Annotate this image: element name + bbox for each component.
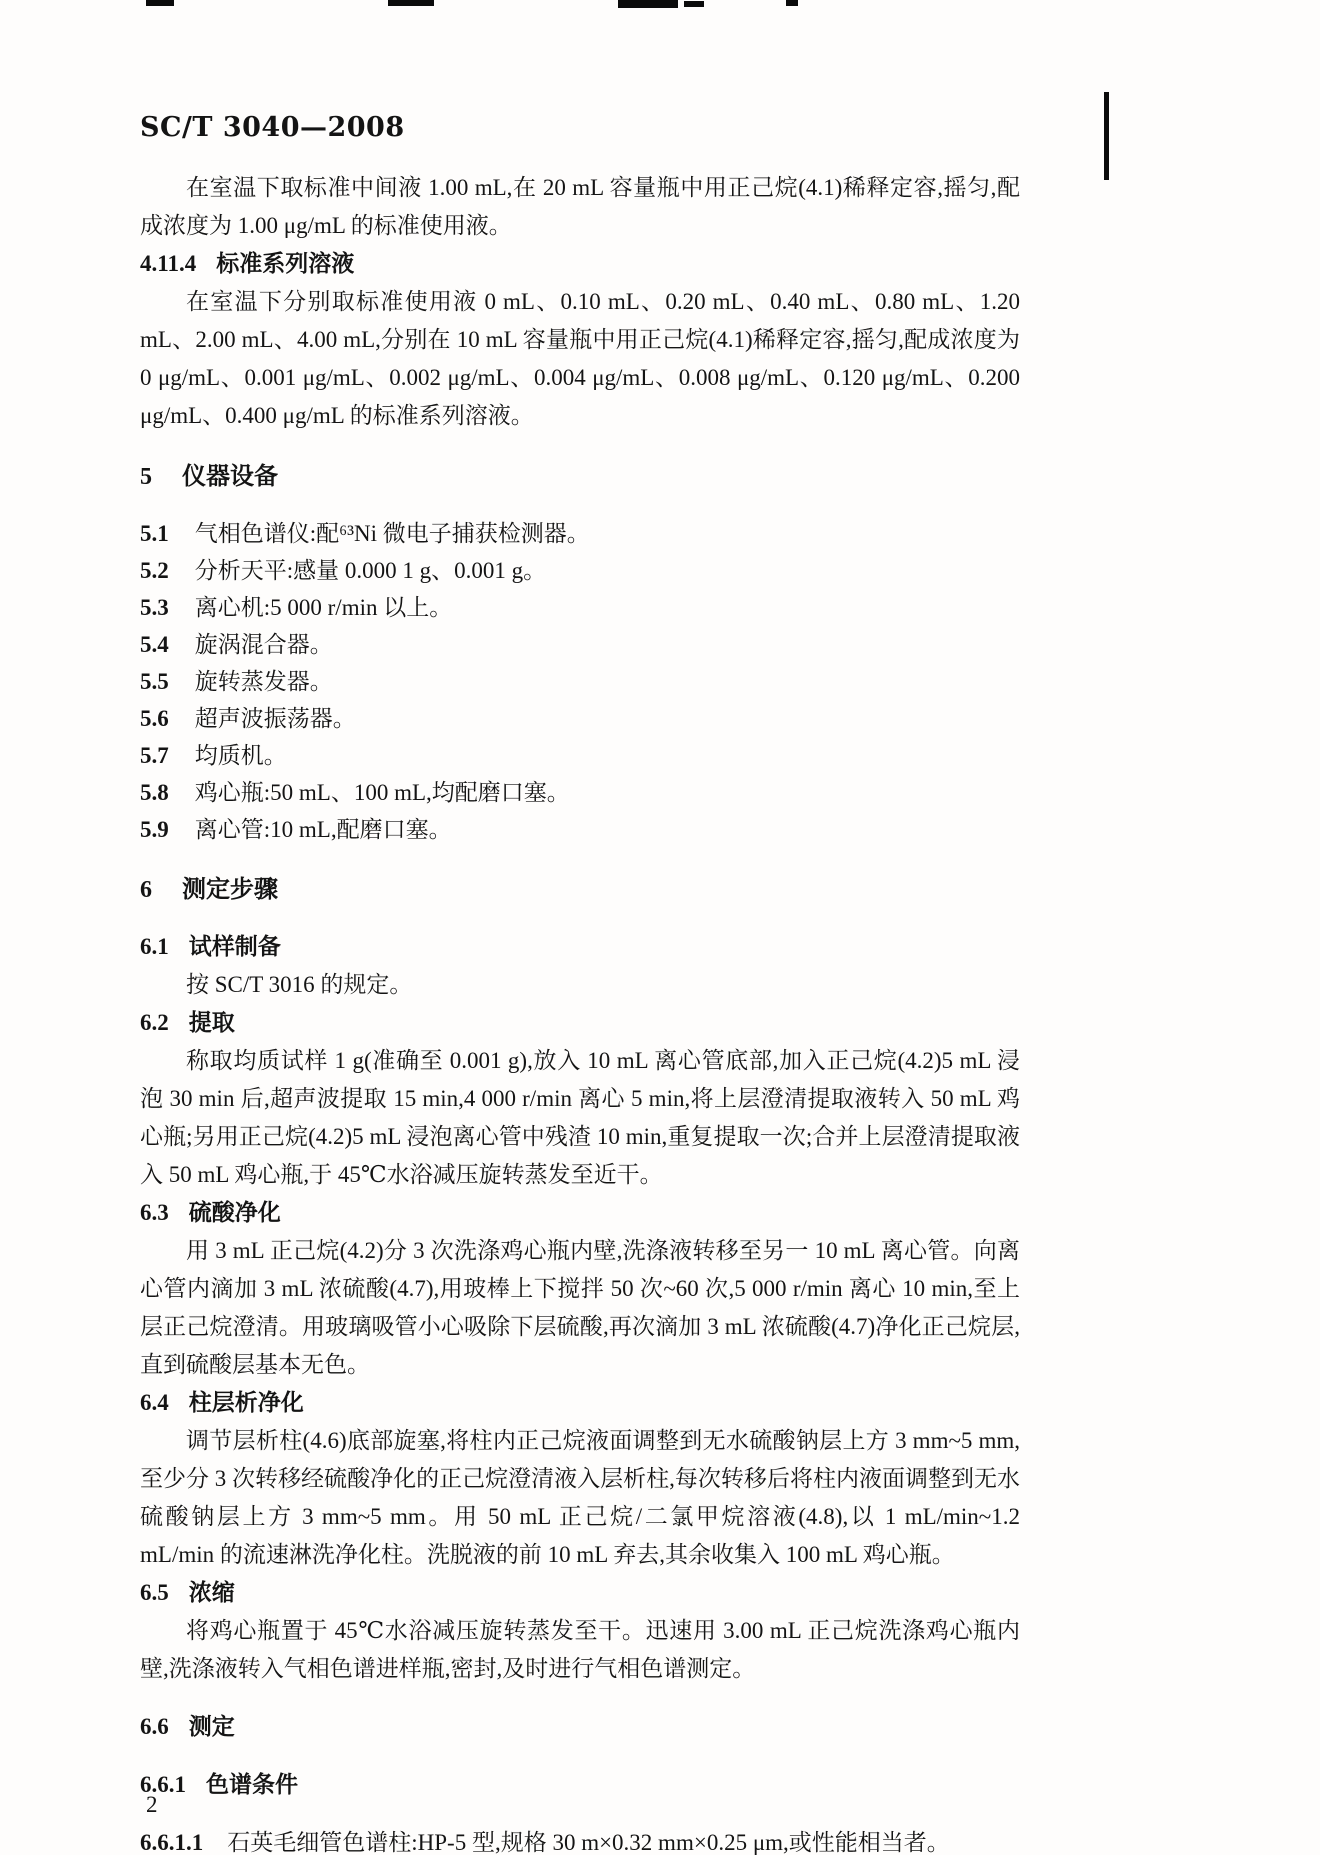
heading-6-5 — [140, 1574, 1020, 1612]
section-title: 提取 — [188, 1010, 235, 1035]
item-number: 5.5 — [140, 669, 169, 694]
paragraph-6-4: 调节层析柱(4.6)底部旋塞,将柱内正己烷液面调整到无水硫酸钠层上方 3 mm~5 mm,至少分 3 次转移经硫酸净化的正己烷澄清液入层析柱,每次转移后将柱内液面调整到无水硫酸钠层上方 3 mm~5 mm。用 50 mL 正己烷/二氯甲烷溶液(4.8),以 1 mL/min~1.2 mL/min 的流速淋洗净化柱。洗脱液的前 10 mL 弃去,其余收集入 100 mL 鸡心瓶。 — [140, 1428, 1020, 1567]
clause-text: 石英毛细管色谱柱:HP-5 型,规格 30 m×0.32 mm×0.25 μm,或性能相当者。 — [227, 1830, 950, 1855]
page-number: 2 — [146, 1792, 158, 1817]
equipment-item — [140, 774, 1020, 811]
clause-number: 6.6.1.1 — [140, 1830, 204, 1855]
paragraph-6-5: 将鸡心瓶置于 45℃水浴减压旋转蒸发至干。迅速用 3.00 mL 正己烷洗涤鸡心瓶内壁,洗涤液转入气相色谱进样瓶,密封,及时进行气相色谱测定。 — [140, 1618, 1020, 1681]
section-title: 标准系列溶液 — [216, 251, 355, 276]
section-number: 6.5 — [140, 1580, 169, 1605]
section-title: 测定步骤 — [182, 877, 278, 903]
paragraph-standard-series: 在室温下分别取标准使用液 0 mL、0.10 mL、0.20 mL、0.40 mL、0.80 mL、1.20 mL、2.00 mL、4.00 mL,分别在 10 mL 容量瓶中用正己烷(4.1)稀释定容,摇匀,配成浓度为 0 μg/mL、0.001 μg/mL、0.002 μg/mL、0.004 μg/mL、0.008 μg/mL、0.120 μg/mL、0.200 μg/mL、0.400 μg/mL 的标准系列溶液。 — [140, 289, 1020, 428]
heading-6-procedure — [140, 871, 1020, 909]
scan-artifact-mark — [618, 0, 678, 8]
scan-artifact-mark — [786, 0, 798, 6]
item-text: 旋涡混合器。 — [194, 632, 333, 657]
heading-6-1 — [140, 928, 1020, 966]
heading-6-4 — [140, 1384, 1020, 1422]
section-number: 6.2 — [140, 1010, 169, 1035]
section-number: 5 — [140, 464, 152, 490]
item-number: 5.6 — [140, 706, 169, 731]
section-number: 6.6 — [140, 1714, 169, 1739]
section-number: 6.6.1 — [140, 1772, 186, 1797]
section-number: 6 — [140, 877, 152, 903]
section-number: 4.11.4 — [140, 251, 197, 276]
paragraph-standard-working-solution: 在室温下取标准中间液 1.00 mL,在 20 mL 容量瓶中用正己烷(4.1)稀释定容,摇匀,配成浓度为 1.00 μg/mL 的标准使用液。 — [140, 175, 1020, 238]
scan-artifact-line — [1104, 92, 1109, 180]
heading-6-6-1 — [140, 1766, 1020, 1804]
section-title: 柱层析净化 — [188, 1390, 304, 1415]
item-number: 5.8 — [140, 780, 169, 805]
equipment-item — [140, 552, 1020, 589]
section-title: 硫酸净化 — [188, 1200, 281, 1225]
scan-artifact-mark — [388, 0, 434, 6]
item-number: 5.1 — [140, 521, 169, 546]
section-number: 6.1 — [140, 934, 169, 959]
item-number: 5.9 — [140, 817, 169, 842]
heading-5-equipment — [140, 458, 1020, 496]
section-title: 色谱条件 — [206, 1772, 298, 1797]
heading-4-11-4 — [140, 245, 1020, 283]
paragraph-6-2: 称取均质试样 1 g(准确至 0.001 g),放入 10 mL 离心管底部,加入正己烷(4.2)5 mL 浸泡 30 min 后,超声波提取 15 min,4 000 r/min 离心 5 min,将上层澄清提取液转入 50 mL 鸡心瓶;另用正己烷(4.2)5 mL 浸泡离心管中残渣 10 min,重复提取一次;合并上层澄清提取液入 50 mL 鸡心瓶,于 45℃水浴减压旋转蒸发至近干。 — [140, 1048, 1020, 1187]
item-text: 旋转蒸发器。 — [194, 669, 333, 694]
item-text: 气相色谱仪:配⁶³Ni 微电子捕获检测器。 — [194, 521, 590, 546]
clause-6-6-1-1 — [140, 1824, 1020, 1855]
heading-6-3 — [140, 1194, 1020, 1232]
heading-6-6 — [140, 1708, 1020, 1746]
section-number: 6.3 — [140, 1200, 169, 1225]
section-number: 6.4 — [140, 1390, 169, 1415]
paragraph-6-1: 按 SC/T 3016 的规定。 — [186, 972, 413, 997]
equipment-item — [140, 811, 1020, 848]
equipment-item — [140, 663, 1020, 700]
section-title: 浓缩 — [188, 1580, 235, 1605]
item-text: 离心机:5 000 r/min 以上。 — [194, 595, 453, 620]
equipment-item — [140, 515, 1020, 552]
page-content — [140, 112, 1020, 1855]
item-number: 5.2 — [140, 558, 169, 583]
item-number: 5.3 — [140, 595, 169, 620]
item-text: 离心管:10 mL,配磨口塞。 — [194, 817, 452, 842]
scan-artifact-mark — [146, 0, 174, 6]
equipment-item — [140, 700, 1020, 737]
item-text: 分析天平:感量 0.000 1 g、0.001 g。 — [194, 558, 547, 583]
item-text: 均质机。 — [194, 743, 287, 768]
heading-6-2 — [140, 1004, 1020, 1042]
item-text: 超声波振荡器。 — [194, 706, 356, 731]
equipment-item — [140, 626, 1020, 663]
section-title: 测定 — [188, 1714, 235, 1739]
equipment-item — [140, 737, 1020, 774]
item-number: 5.7 — [140, 743, 169, 768]
scan-artifact-mark — [684, 1, 704, 7]
item-number: 5.4 — [140, 632, 169, 657]
doc-number: SC/T 3040—2008 — [140, 112, 405, 143]
section-title: 试样制备 — [188, 934, 281, 959]
item-text: 鸡心瓶:50 mL、100 mL,均配磨口塞。 — [194, 780, 570, 805]
equipment-item — [140, 589, 1020, 626]
paragraph-6-3: 用 3 mL 正己烷(4.2)分 3 次洗涤鸡心瓶内壁,洗涤液转移至另一 10 mL 离心管。向离心管内滴加 3 mL 浓硫酸(4.7),用玻棒上下搅拌 50 次~60 次,5 000 r/min 离心 10 min,至上层正己烷澄清。用玻璃吸管小心吸除下层硫酸,再次滴加 3 mL 浓硫酸(4.7)净化正己烷层,直到硫酸层基本无色。 — [140, 1238, 1020, 1377]
section-title: 仪器设备 — [182, 464, 278, 490]
